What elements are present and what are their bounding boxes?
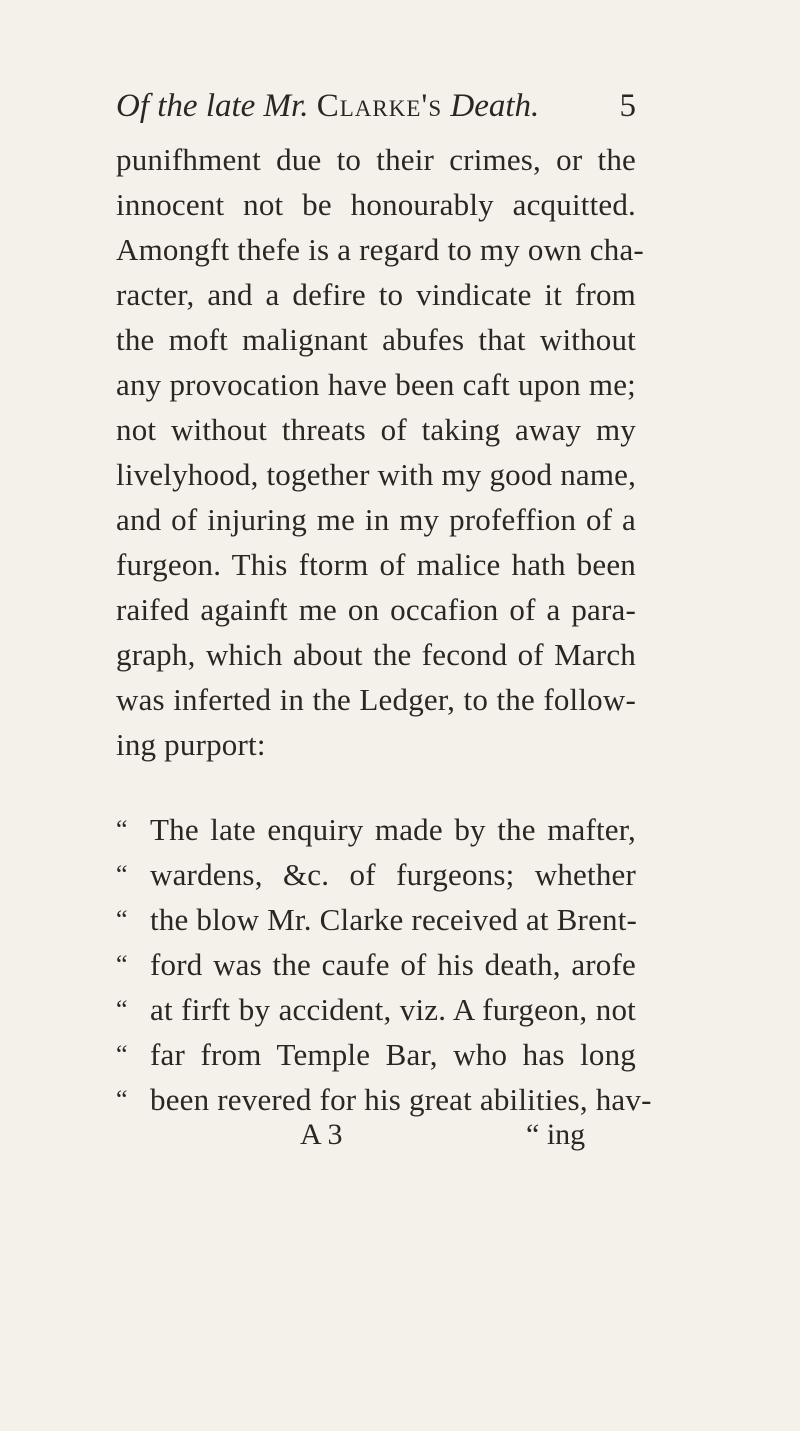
body-line: any provocation have been caft upon me; [116,367,636,402]
quote-text: the blow Mr. Clarke received at Brent- [150,902,638,937]
quote-line [116,898,636,942]
quote-text: The late enquiry made by the mafter, [150,812,636,847]
body-line: punifhment due to their crimes, or the [116,142,636,177]
body-line: furgeon. This ftorm of malice hath been [116,547,636,582]
quote-mark: “ [116,815,128,844]
body-line: graph, which about the fecond of March [116,637,636,672]
body-line: ing purport: [116,727,266,762]
quote-line [116,988,636,1032]
quote-text: been revered for his great abilities, hav- [150,1082,652,1117]
quote-text: far from Temple Bar, who has long [150,1037,636,1072]
running-header [116,88,636,136]
quote-mark: “ [116,860,128,889]
quote-line [116,943,636,987]
header-title-part1: Of the late Mr. [116,88,309,124]
body-line: Amongft thefe is a regard to my own cha- [116,232,644,267]
quote-line [116,853,636,897]
quote-mark: “ [116,995,128,1024]
body-line: livelyhood, together with my good name, [116,457,637,492]
quote-line [116,1033,636,1077]
quote-mark: “ [116,905,128,934]
body-line: the moft malignant abufes that without [116,322,636,357]
header-name: Clarke's [316,88,443,124]
body-line: racter, and a defire to vindicate it from [116,277,636,312]
body-line: innocent not be honourably acquitted. [116,187,636,222]
quote-mark: “ [116,950,128,979]
body-line: and of injuring me in my profeffion of a [116,502,636,537]
body-line: raifed againft me on occafion of a para- [116,592,636,627]
catchword: “ ing [526,1118,586,1151]
header-title-part2: Death. [450,88,540,124]
quote-text: wardens, &c. of furgeons; whether [150,857,636,892]
quote-text: ford was the caufe of his death, arofe [150,947,636,982]
page-number: 5 [619,88,636,124]
signature-mark: A 3 [300,1118,343,1151]
body-line: was inferted in the Ledger, to the follow- [116,682,636,717]
quote-line [116,1078,652,1122]
quote-text: at firft by accident, viz. A furgeon, not [150,992,636,1027]
quote-mark: “ [116,1085,128,1114]
body-line: not without threats of taking away my [116,412,636,447]
quote-line [116,808,636,852]
quote-mark: “ [116,1040,128,1069]
